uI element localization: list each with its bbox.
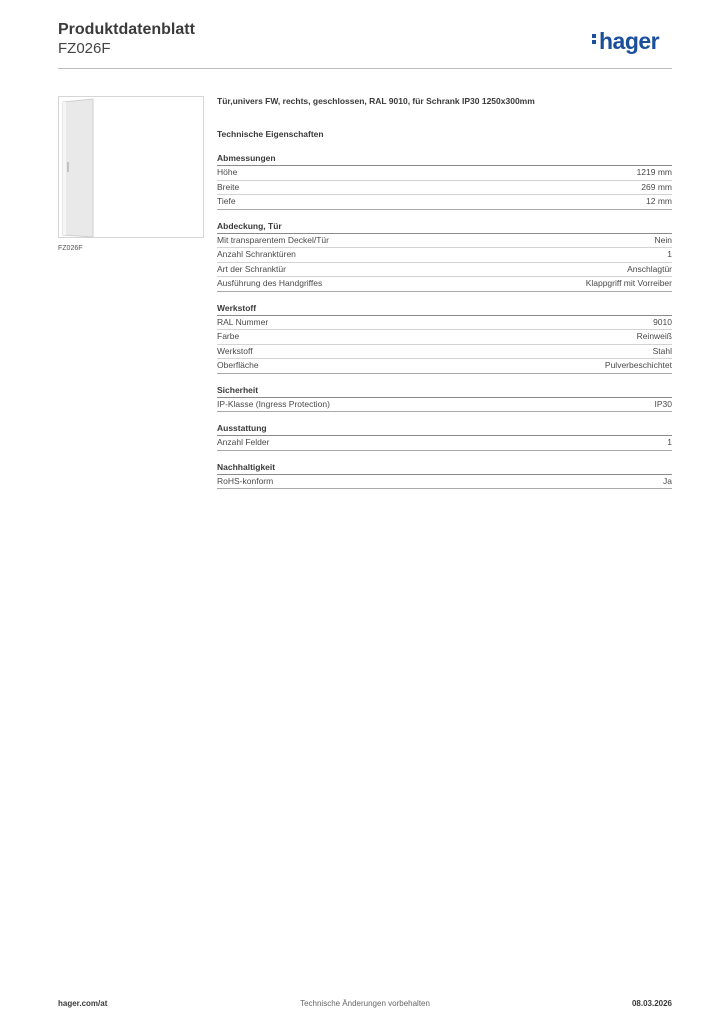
property-value: Ja xyxy=(663,475,672,486)
section-title: Werkstoff xyxy=(217,303,672,316)
property-section xyxy=(217,423,672,451)
property-row xyxy=(217,398,672,413)
footer-website-link[interactable]: hager.com/at xyxy=(58,999,108,1008)
page-title: Produktdatenblatt xyxy=(58,21,195,38)
property-label: Anzahl Schranktüren xyxy=(217,249,296,259)
property-value: 269 mm xyxy=(641,181,672,192)
section-title: Abmessungen xyxy=(217,153,672,166)
property-row xyxy=(217,234,672,249)
article-number: FZ026F xyxy=(58,40,111,57)
property-label: Werkstoff xyxy=(217,345,253,356)
product-description: Tür,univers FW, rechts, geschlossen, RAL 9010, für Schrank IP30 1250x300mm xyxy=(217,96,535,106)
property-section xyxy=(217,303,672,374)
property-row xyxy=(217,195,672,210)
product-content xyxy=(217,96,672,500)
property-label: Ausführung des Handgriffes xyxy=(217,278,323,288)
property-row xyxy=(217,316,672,331)
property-value: 12 mm xyxy=(646,196,672,206)
property-value: Pulverbeschichtet xyxy=(604,360,672,370)
logo-text: hager xyxy=(599,28,660,54)
property-row xyxy=(217,345,672,360)
section-title: Nachhaltigkeit xyxy=(217,462,672,475)
image-caption: FZ026F xyxy=(58,245,83,252)
property-value: 1 xyxy=(667,249,672,259)
property-section xyxy=(217,221,672,292)
property-value: 1219 mm xyxy=(636,167,672,177)
property-row xyxy=(217,436,672,451)
footer-notice: Technische Änderungen vorbehalten xyxy=(300,999,430,1008)
property-label: Breite xyxy=(217,181,240,192)
property-row xyxy=(217,277,672,292)
property-value: Klappgriff mit Vorreiber xyxy=(585,278,672,288)
cabinet-door-icon xyxy=(59,97,205,239)
property-value: 9010 xyxy=(653,316,672,327)
property-row xyxy=(217,248,672,263)
property-value: Stahl xyxy=(652,345,672,356)
property-row xyxy=(217,330,672,345)
property-label: RoHS-konform xyxy=(217,475,274,486)
property-label: Farbe xyxy=(217,331,240,341)
property-value: 1 xyxy=(667,437,672,447)
property-label: Mit transparentem Deckel/Tür xyxy=(217,234,329,245)
property-row xyxy=(217,181,672,196)
property-row xyxy=(217,166,672,181)
property-row xyxy=(217,263,672,278)
property-value: Nein xyxy=(654,234,672,245)
property-label: Höhe xyxy=(217,167,238,177)
logo-colon-icon xyxy=(592,32,597,46)
property-section xyxy=(217,462,672,490)
section-title: Sicherheit xyxy=(217,385,672,398)
property-value: Reinweiß xyxy=(636,331,672,341)
property-label: Anzahl Felder xyxy=(217,437,270,447)
property-label: Art der Schranktür xyxy=(217,263,286,274)
technical-properties-title: Technische Eigenschaften xyxy=(217,129,324,139)
header-divider xyxy=(58,68,672,69)
property-label: Oberfläche xyxy=(217,360,259,370)
property-section xyxy=(217,153,672,210)
property-section xyxy=(217,385,672,413)
property-row xyxy=(217,475,672,490)
property-sections xyxy=(217,153,672,489)
property-row xyxy=(217,359,672,374)
product-image xyxy=(58,96,204,238)
section-title: Abdeckung, Tür xyxy=(217,221,672,234)
property-label: IP-Klasse (Ingress Protection) xyxy=(217,398,330,409)
property-value: IP30 xyxy=(654,398,672,409)
footer-date: 08.03.2026 xyxy=(631,999,672,1008)
hager-logo xyxy=(592,28,659,55)
section-title: Ausstattung xyxy=(217,423,672,436)
property-label: RAL Nummer xyxy=(217,316,269,327)
property-value: Anschlagtür xyxy=(627,263,672,274)
property-label: Tiefe xyxy=(217,196,236,206)
